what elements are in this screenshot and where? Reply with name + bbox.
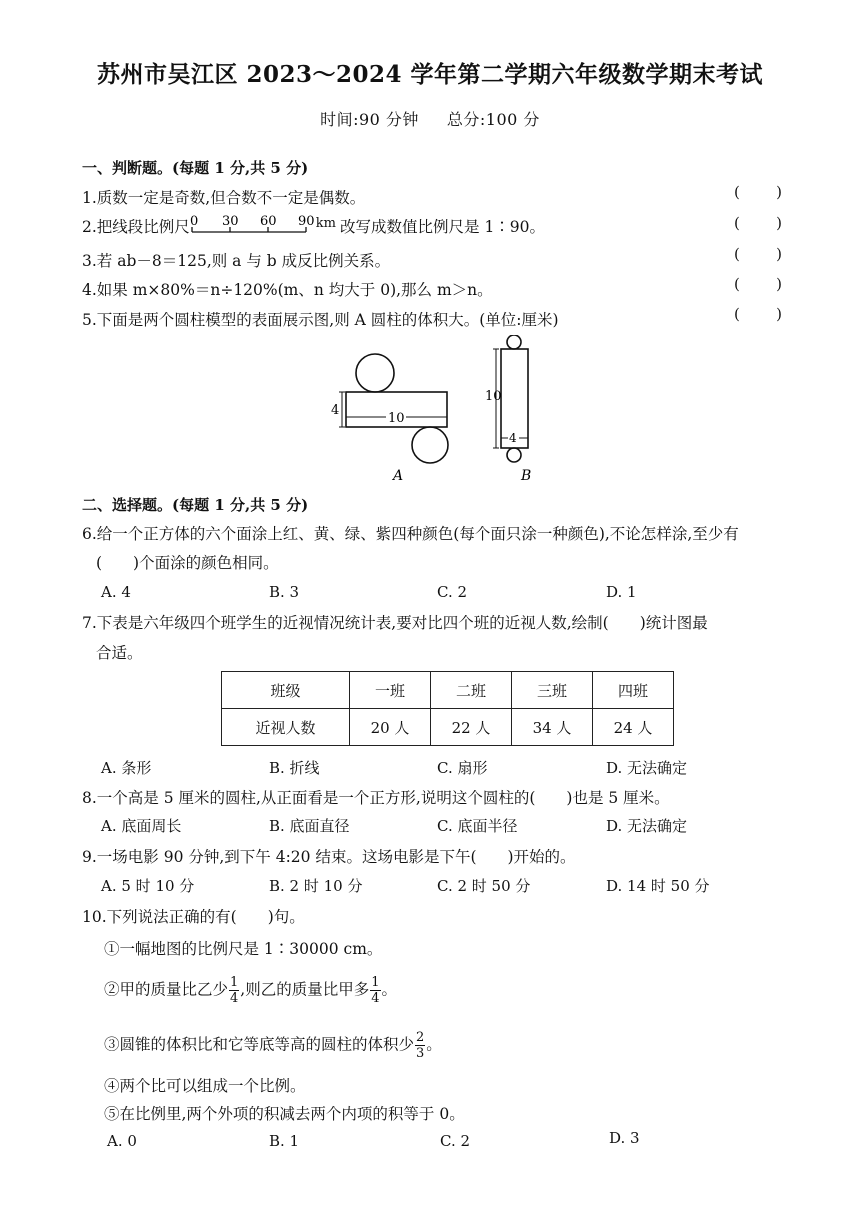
q10-option-b: B. 1 (269, 1132, 300, 1150)
fig-a-label: A (393, 468, 404, 484)
q10-statement-5: ⑤在比例里,两个外项的积减去两个内项的积等于 0。 (104, 1105, 465, 1123)
exam-title: 苏州市吴江区 2023～2024 学年第二学期六年级数学期末考试 (96, 61, 764, 88)
table-cell: 20 人 (350, 709, 431, 746)
question-4: 4.如果 m×80%＝n÷120%(m、n 均大于 0),那么 m＞n。 (82, 281, 493, 299)
q8-option-d: D. 无法确定 (606, 817, 688, 835)
q6-option-d: D. 1 (606, 583, 637, 601)
cylinder-net-b (485, 335, 531, 484)
table-cell: 二班 (431, 672, 512, 709)
answer-paren-3: ( ) (734, 245, 782, 263)
q6-option-a: A. 4 (101, 583, 131, 601)
q10-statement-1: ①一幅地图的比例尺是 1∶30000 cm。 (104, 940, 383, 958)
question-3: 3.若 ab－8＝125,则 a 与 b 成反比例关系。 (82, 252, 391, 270)
table-cell: 一班 (350, 672, 431, 709)
scale-tick-30: 30 (221, 214, 239, 229)
scale-tick-0: 0 (189, 214, 199, 229)
fraction-one-quarter: $\frac{1}{4}$ (230, 975, 239, 1006)
section1-heading: 一、判断题。(每题 1 分,共 5 分) (82, 159, 309, 177)
q10-option-a: A. 0 (107, 1132, 137, 1150)
table-cell: 三班 (512, 672, 593, 709)
q6-option-b: B. 3 (269, 583, 300, 601)
answer-paren-1: ( ) (734, 183, 782, 201)
answer-paren-2: ( ) (734, 214, 782, 232)
scale-tick-60: 60 (259, 214, 277, 229)
answer-paren-4: ( ) (734, 275, 782, 293)
table-cell: 22 人 (431, 709, 512, 746)
exam-time: 时间:90 分钟 (320, 110, 419, 129)
q10-option-c: C. 2 (440, 1132, 471, 1150)
q7-option-b: B. 折线 (269, 759, 320, 777)
myopia-table (221, 671, 674, 746)
q8-option-c: C. 底面半径 (437, 817, 518, 835)
section2-heading: 二、选择题。(每题 1 分,共 5 分) (82, 496, 309, 514)
table-cell: 24 人 (593, 709, 674, 746)
question-5: 5.下面是两个圆柱模型的表面展示图,则 A 圆柱的体积大。(单位:厘米) (82, 311, 559, 329)
fig-a-width-label: 10 (388, 411, 405, 426)
q10-option-d: D. 3 (609, 1129, 640, 1147)
q7-option-d: D. 无法确定 (606, 759, 688, 777)
table-cell: 四班 (593, 672, 674, 709)
question-10: 10.下列说法正确的有( )句。 (82, 908, 305, 926)
cylinder-nets-figure (320, 335, 560, 487)
question-6-line2: ( )个面涂的颜色相同。 (96, 554, 279, 572)
table-header-row (222, 672, 674, 709)
exam-total-score: 总分:100 分 (446, 110, 540, 129)
q10-statement-3: ③圆锥的体积比和它等底等高的圆柱的体积少 $\frac{2}{3}$ 。 (104, 1030, 442, 1061)
question-2-text-b: 改写成数值比例尺是 1∶90。 (340, 218, 546, 236)
fig-b-label: B (521, 468, 532, 484)
table-cell: 班级 (222, 672, 350, 709)
q9-option-b: B. 2 时 10 分 (269, 877, 363, 895)
fig-a-height-label: 4 (331, 403, 340, 418)
question-9: 9.一场电影 90 分钟,到下午 4:20 结束。这场电影是下午( )开始的。 (82, 848, 576, 866)
q8-option-a: A. 底面周长 (101, 817, 182, 835)
q9-option-d: D. 14 时 50 分 (606, 877, 710, 895)
q6-option-c: C. 2 (437, 583, 468, 601)
fraction-one-quarter: $\frac{1}{4}$ (371, 975, 380, 1006)
q9-option-a: A. 5 时 10 分 (101, 877, 195, 895)
line-scale-bar (189, 214, 315, 236)
q7-option-a: A. 条形 (101, 759, 152, 777)
exam-subtitle (0, 107, 860, 130)
q10-statement-2: ②甲的质量比乙少 $\frac{1}{4}$ ,则乙的质量比甲多 $\frac{1}{4}$ 。 (104, 975, 398, 1006)
question-8: 8.一个高是 5 厘米的圆柱,从正面看是一个正方形,说明这个圆柱的( )也是 5 厘米。 (82, 789, 670, 807)
table-cell: 近视人数 (222, 709, 350, 746)
question-7-line2: 合适。 (96, 644, 143, 662)
fig-b-width-label: 4 (509, 431, 517, 445)
q8-option-b: B. 底面直径 (269, 817, 350, 835)
fig-b-height-label: 10 (485, 389, 502, 404)
fraction-two-thirds: $\frac{2}{3}$ (416, 1030, 425, 1061)
cylinder-net-a (331, 354, 448, 484)
table-row (222, 709, 674, 746)
question-6-line1: 6.给一个正方体的六个面涂上红、黄、绿、紫四种颜色(每个面只涂一种颜色),不论怎样涂,至少有 (82, 525, 739, 543)
question-2-text-a: 2.把线段比例尺 (82, 218, 190, 236)
table-cell: 34 人 (512, 709, 593, 746)
scale-unit: km (315, 216, 337, 231)
question-2 (82, 215, 545, 237)
q10-statement-4: ④两个比可以组成一个比例。 (104, 1077, 306, 1095)
q7-option-c: C. 扇形 (437, 759, 488, 777)
question-7-line1: 7.下表是六年级四个班学生的近视情况统计表,要对比四个班的近视人数,绘制( )统计图最 (82, 614, 708, 632)
q9-option-c: C. 2 时 50 分 (437, 877, 531, 895)
answer-paren-5: ( ) (734, 305, 782, 323)
scale-tick-90: 90 (297, 214, 315, 229)
question-1: 1.质数一定是奇数,但合数不一定是偶数。 (82, 189, 366, 207)
